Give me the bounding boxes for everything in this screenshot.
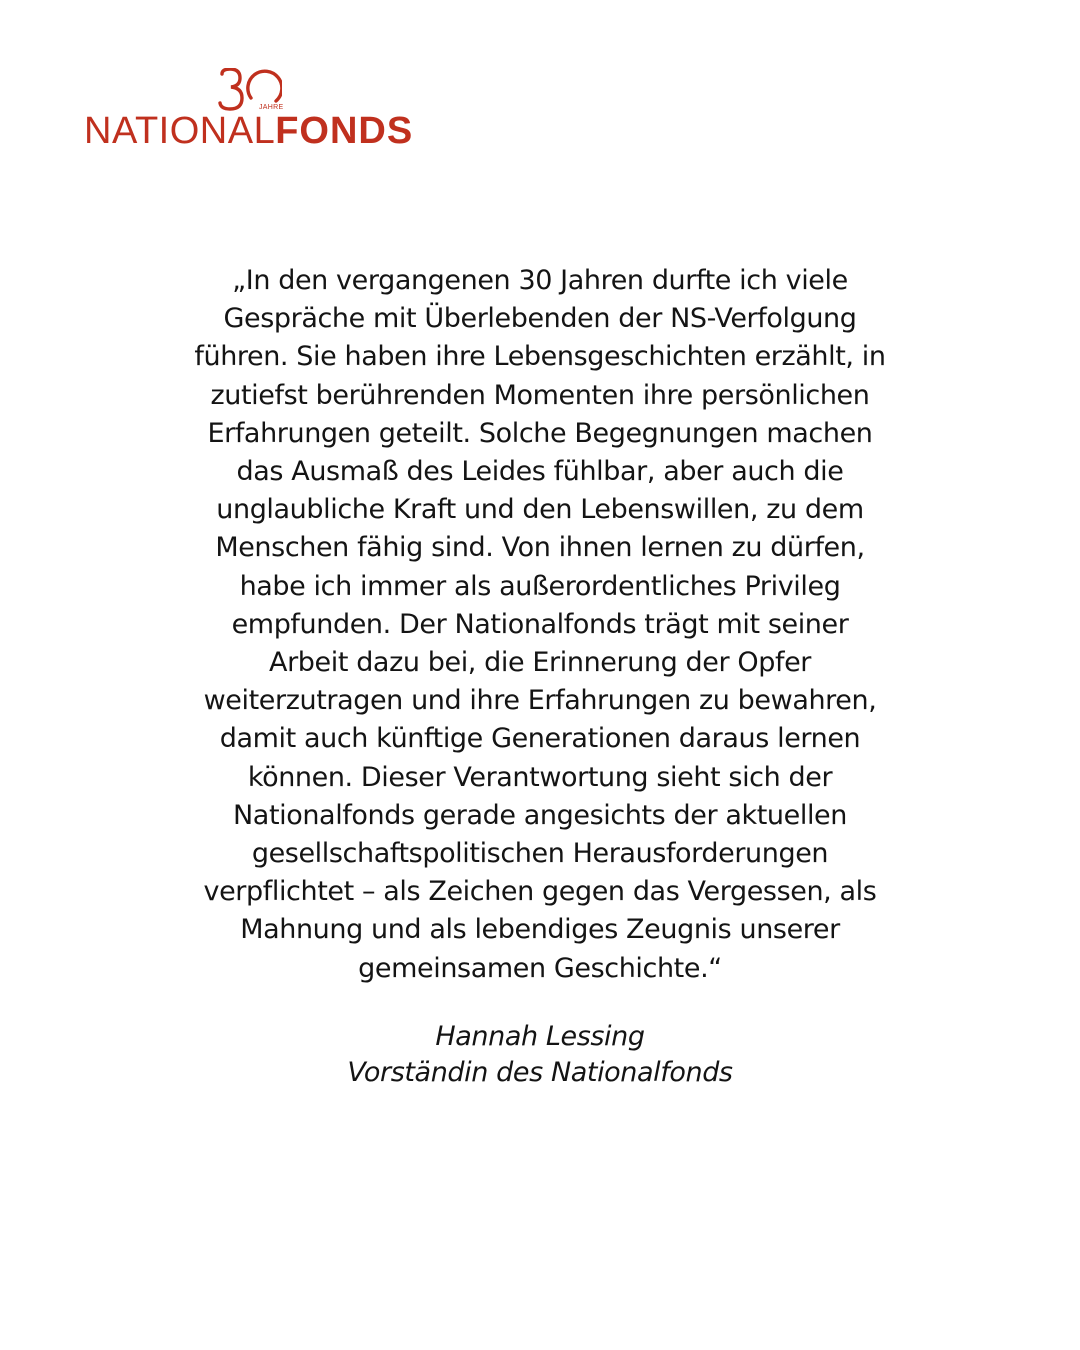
quote-line: habe ich immer als außerordentliches Privileg	[239, 570, 841, 602]
quote-line: empfunden. Der Nationalfonds trägt mit seiner	[231, 608, 849, 640]
quote-line: Arbeit dazu bei, die Erinnerung der Opfer	[269, 647, 811, 679]
quote-line: das Ausmaß des Leides fühlbar, aber auch die	[236, 456, 844, 488]
quote-line: damit auch künftige Generationen daraus lernen	[219, 723, 861, 755]
quote-line: Nationalfonds gerade angesichts der aktuellen	[233, 799, 847, 831]
logo-word-national: NATIONAL	[84, 110, 276, 152]
quote-line: „In den vergangenen 30 Jahren durfte ich viele	[232, 265, 848, 296]
quote-line: führen. Sie haben ihre Lebensgeschichten erzählt, in	[194, 341, 886, 373]
quote-line: Mahnung und als lebendiges Zeugnis unserer	[240, 914, 840, 946]
quote-line: verpflichtet – als Zeichen gegen das Vergessen, als	[203, 876, 877, 908]
logo-wordmark	[84, 112, 413, 150]
quote-line: Erfahrungen geteilt. Solche Begegnungen machen	[207, 417, 873, 449]
author-role: Vorständin des Nationalfonds	[347, 1057, 733, 1088]
quote-line: gesellschaftspolitischen Herausforderungen	[251, 838, 829, 870]
quote-text	[150, 262, 930, 988]
quote-line: weiterzutragen und ihre Erfahrungen zu bewahren,	[203, 685, 877, 717]
quote-line: Gespräche mit Überlebenden der NS-Verfolgung	[223, 303, 857, 335]
quote-attribution	[150, 1019, 930, 1091]
quote-line: unglaubliche Kraft und den Lebenswillen, zu dem	[216, 494, 864, 526]
author-name: Hannah Lessing	[435, 1021, 645, 1052]
nationalfonds-logo	[84, 68, 424, 152]
quote-line: Menschen fähig sind. Von ihnen lernen zu dürfen,	[215, 532, 865, 564]
quote-line: können. Dieser Verantwortung sieht sich der	[247, 761, 833, 793]
quote-line: gemeinsamen Geschichte.“	[358, 952, 722, 984]
quote-line: zutiefst berührenden Momenten ihre persönlichen	[210, 379, 870, 411]
logo-jahre-label: JAHRE	[259, 104, 284, 111]
logo-word-fonds: FONDS	[275, 110, 414, 152]
